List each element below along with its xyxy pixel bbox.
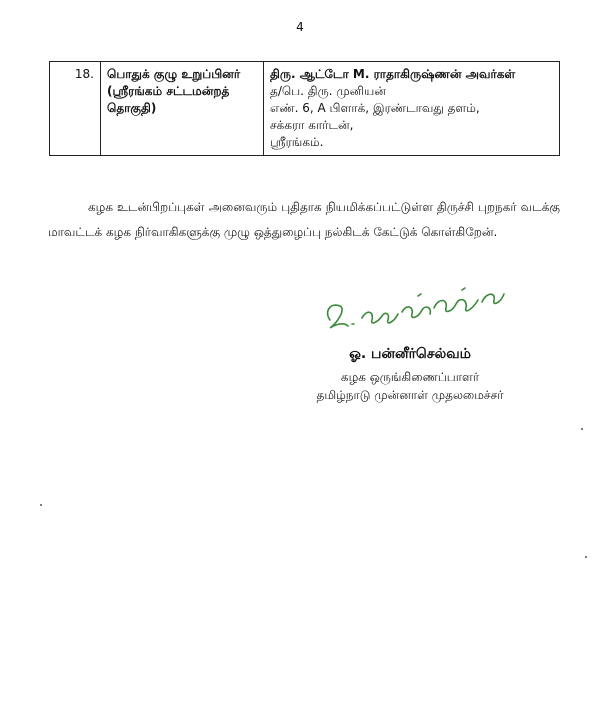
page-number: 4 [296,20,304,34]
role-line: பொதுக் குழு உறுப்பினர் [107,67,241,81]
address-cell [264,62,560,156]
scan-speck [585,556,587,558]
appointment-table [49,61,560,156]
body-paragraph: கழக உடன்பிறப்புகள் அனைவரும் புதிதாக நியமிக்கப்பட்டுள்ள திருச்சி புறநகர் வடக்கு மாவட்டக் கழக நிர்வாகிகளுக்கு முழு ஒத்துழைப்பு நல்கிடக் கேட்டுக் கொள்கிறேன். [48,200,560,239]
address-line: த/பெ. திரு. முனியன் [270,84,386,98]
member-name: திரு. ஆட்டோ M. ராதாகிருஷ்ணன் அவர்கள் [270,67,516,81]
handwritten-signature [322,282,512,342]
role-line: (ஸ்ரீரங்கம் சட்டமன்றத் [107,84,230,98]
signatory-name: ஓ. பன்னீர்செல்வம் [349,346,471,362]
address-line: எண். 6, A பிளாக், இரண்டாவது தளம், [270,101,480,115]
role-line: தொகுதி) [107,101,157,115]
scan-speck [40,504,42,506]
signatory-former-post: தமிழ்நாடு முன்னாள் முதலமைச்சர் [316,388,504,402]
table-row [50,62,560,156]
address-line: சக்கரா கார்டன், [270,118,354,132]
scan-speck [581,428,583,430]
signatory-title: கழக ஒருங்கிணைப்பாளர் [340,370,480,384]
serial-number: 18. [50,62,101,156]
address-line: ஸ்ரீரங்கம். [270,135,324,149]
role-cell [101,62,264,156]
